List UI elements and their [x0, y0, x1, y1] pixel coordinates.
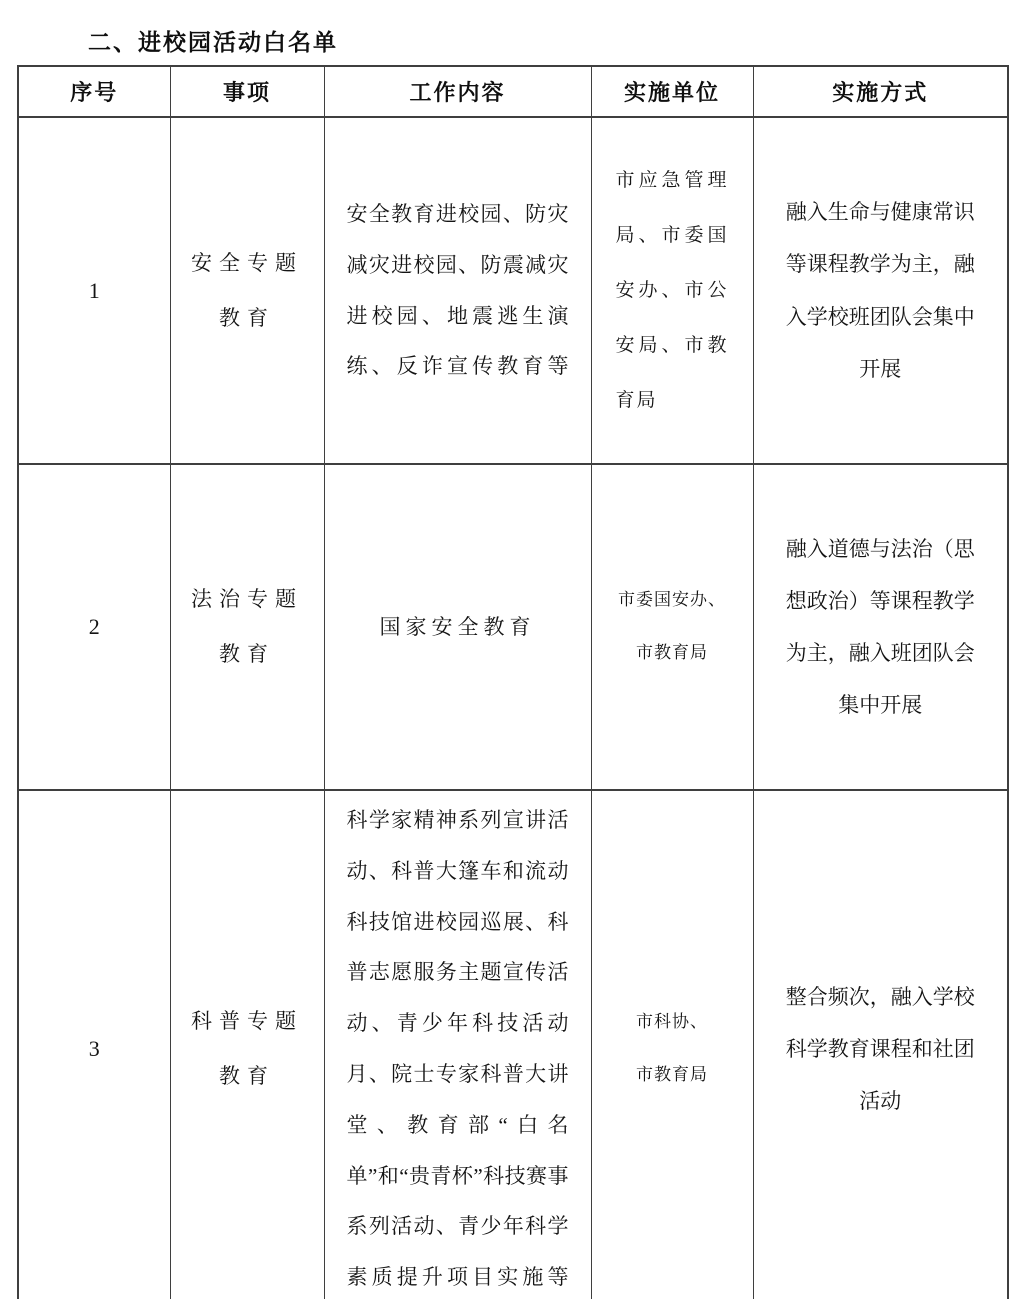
cell-serial-number: 2 [18, 464, 170, 790]
cell-implementation-method: 融入生命与健康常识等课程教学为主，融入学校班团队会集中开展 [753, 117, 1008, 464]
table-row [18, 790, 1008, 1299]
table-row [18, 464, 1008, 790]
cell-implementation-method: 整合频次，融入学校科学教育课程和社团活动 [753, 790, 1008, 1299]
cell-serial-number: 3 [18, 790, 170, 1299]
cell-item: 法治专题教育 [170, 464, 324, 790]
cell-implementing-unit: 市科协、市教育局 [591, 790, 753, 1299]
cell-work-content: 科学家精神系列宣讲活动、科普大篷车和流动科技馆进校园巡展、科普志愿服务主题宣传活动、青少年科技活动月、院士专家科普大讲堂、教育部“白名单”和“贵青杯”科技赛事系列活动、青少年科学素质提升项目实施等 [324, 790, 591, 1299]
header-implementing-unit: 实施单位 [591, 66, 753, 117]
cell-implementing-unit: 市应急管理局、市委国安办、市公安局、市教育局 [591, 117, 753, 464]
header-serial-number: 序号 [18, 66, 170, 117]
cell-implementation-method: 融入道德与法治（思想政治）等课程教学为主，融入班团队会集中开展 [753, 464, 1008, 790]
cell-item: 科普专题教育 [170, 790, 324, 1299]
header-item: 事项 [170, 66, 324, 117]
header-row [18, 66, 1008, 117]
section-title: 二、进校园活动白名单 [88, 29, 338, 55]
table-row [18, 117, 1008, 464]
header-work-content: 工作内容 [324, 66, 591, 117]
cell-work-content: 国家安全教育 [324, 464, 591, 790]
cell-serial-number: 1 [18, 117, 170, 464]
whitelist-table [17, 65, 1009, 1299]
cell-item: 安全专题教育 [170, 117, 324, 464]
cell-implementing-unit: 市委国安办、市教育局 [591, 464, 753, 790]
header-implementation-method: 实施方式 [753, 66, 1008, 117]
cell-work-content: 安全教育进校园、防灾减灾进校园、防震减灾进校园、地震逃生演练、反诈宣传教育等 [324, 117, 591, 464]
